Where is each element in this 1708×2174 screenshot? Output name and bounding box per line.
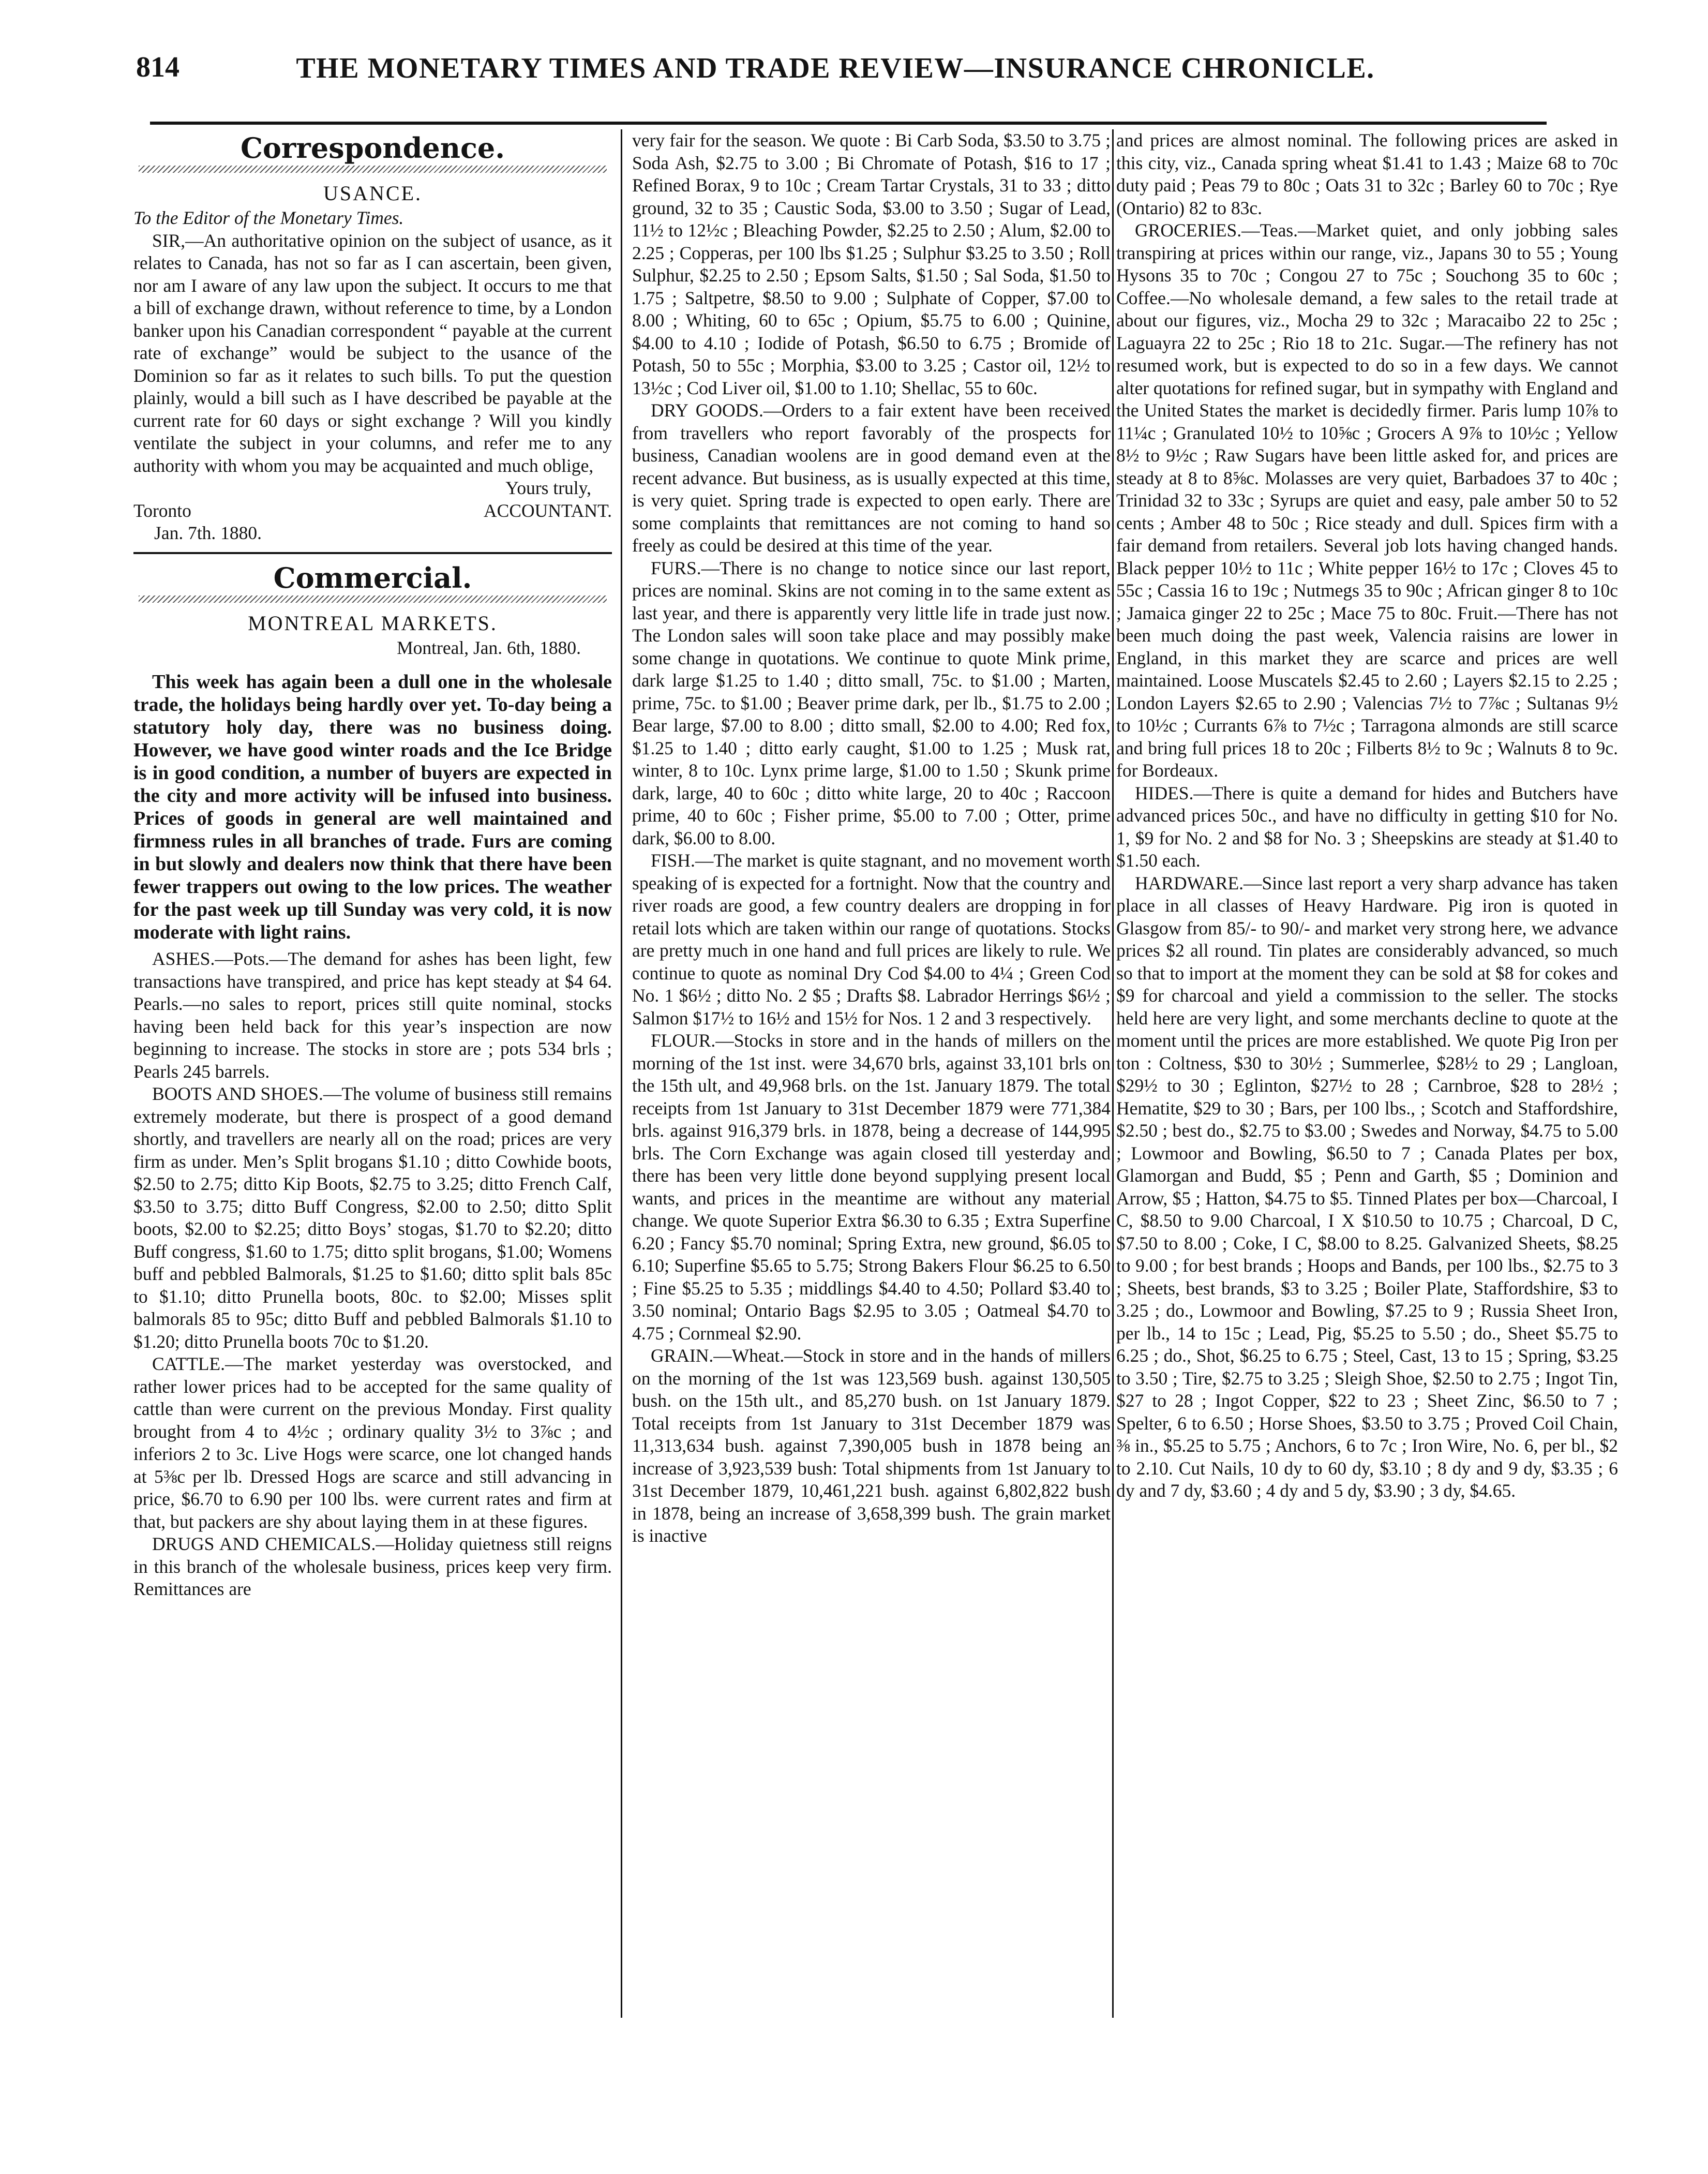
column-divider bbox=[621, 129, 622, 2018]
market-report-fish: FISH.—The market is quite stagnant, and no movement worth speaking of is expected for a fortnight. Now that the country and river roads are good, a few country dealers are dropping in for retail lots which are taken within our range of quotations. Stocks are pretty much in one hand and full prices are likely to rule. We continue to quote as nominal Dry Cod $4.00 to 4¼ ; Green Cod No. 1 $6½ ; ditto No. 2 $5 ; Drafts $8. Labrador Herrings $6½ ; Salmon $17½ to 16½ and 15½ for Nos. 1 2 and 3 respectively. bbox=[632, 850, 1111, 1029]
market-report-boots-shoes: BOOTS AND SHOES.—The volume of business still remains extremely moderate, but there is prospect of a good demand shortly, and travellers are nearly all on the road; prices are very firm as under. Men’s Split brogans $1.10 ; ditto Cowhide boots, $2.50 to 2.75; ditto Kip Boots, $2.75 to 3.25; ditto French Calf, $3.50 to 3.75; ditto Buff Congress, $2.00 to 2.50; ditto Split boots, $2.00 to $2.25; ditto Boys’ stogas, $1.70 to $2.20; ditto Buff congress, $1.60 to 1.75; ditto split brogans, $1.00; Womens buff and pebbled Balmorals, $1.25 to $1.60; ditto split bals 85c to $1.10; ditto Prunella boots, 80c. to $2.00; Misses split balmorals 85 to 95c; ditto Buff and pebbled Balmorals $1.10 to $1.20; ditto Prunella boots 70c to $1.20. bbox=[133, 1083, 612, 1352]
markets-title: MONTREAL MARKETS. bbox=[248, 611, 498, 635]
market-report-furs: FURS.—There is no change to notice since our last report, prices are nominal. Skins are not coming in to the same extent as last year, and there is apparently very little life in trade just now. The London sales will soon take place and may possibly make some change in quotations. We continue to quote Mink prime, dark large $1.25 to 1.40 ; ditto small, 75c. to $1.00 ; Marten, prime, 75c. to $1.00 ; Beaver prime dark, per lb., $1.75 to 2.00 ; Bear large, $7.00 to 8.00 ; ditto small, $2.00 to 4.00; Red fox, $1.25 to 1.40 ; ditto early caught, $1.00 to 1.25 ; Musk rat, winter, 8 to 10c. Lynx prime large, $1.00 to 1.50 ; Skunk prime dark, large, 40 to 60c ; ditto white large, 20 to 40c ; Raccoon prime, 40 to 60c ; Fisher prime, $5.00 to 7.00 ; Otter, prime dark, $6.00 to 8.00. bbox=[632, 557, 1111, 848]
page-number: 814 bbox=[136, 51, 179, 83]
markets-intro: This week has again been a dull one in the wholesale trade, the holidays being hardly over yet. To-day being a statutory holy day, there was no business doing. However, we have good winter roads and the Ice Bridge is in good condition, a number of buyers are expected in the city and more activity will be infused into business. Prices of goods in general are well maintained and firmness rules in all branches of trade. Furs are coming in but slowly and dealers now think that there have been fewer trappers out owing to the low prices. The weather for the past week up till Sunday was very cold, it is now moderate with light rains. bbox=[133, 671, 612, 943]
letter-signoff bbox=[133, 500, 612, 523]
letter-closing: Yours truly, bbox=[505, 478, 591, 498]
market-report-drugs-cont: very fair for the season. We quote : Bi Carb Soda, $3.50 to 3.75 ; Soda Ash, $2.75 to 3.00 ; Bi Chromate of Potash, $16 to 17 ; Refined Borax, 9 to 10c ; Cream Tartar Crystals, 31 to 33 ; ditto ground, 32 to 35 ; Caustic Soda, $3.00 to 3.50 ; Sugar of Lead, 11½ to 12½c ; Bleaching Powder, $2.25 to 2.50 ; Alum, $2.00 to 2.25 ; Copperas, per 100 lbs $1.25 ; Sulphur $3.25 to 3.50 ; Roll Sulphur, $2.25 to 2.50 ; Epsom Salts, $1.50 ; Sal Soda, $1.50 to 1.75 ; Saltpetre, $8.50 to 9.00 ; Sulphate of Copper, $7.00 to 8.00 ; Whiting, 60 to 65c ; Opium, $5.75 to 6.00 ; Quinine, $4.00 to 4.10 ; Iodide of Potash, $6.50 to 6.75 ; Bromide of Potash, 50 to 55c ; Morphia, $3.00 to 3.25 ; Castor oil, 12½ to 13½c ; Cod Liver oil, $1.00 to 1.10; Shellac, 55 to 60c. bbox=[632, 130, 1111, 398]
column-3 bbox=[1116, 129, 1618, 2023]
page-header bbox=[127, 46, 1472, 92]
market-report-hides: HIDES.—There is quite a demand for hides and Butchers have advanced prices 50c., and have no difficulty in getting $10 for No. 1, $9 for No. 2 and $8 for No. 3 ; Sheepskins are steady at $1.40 to $1.50 each. bbox=[1116, 782, 1618, 871]
market-report-flour: FLOUR.—Stocks in store and in the hands of millers on the morning of the 1st inst. were 34,670 brls, against 33,101 brls on the 15th ult, and 49,968 brls. on the 1st. January 1879. The total receipts from 1st January to 31st December 1879 were 771,384 brls. against 916,379 brls. in 1878, being a decrease of 144,995 brls. The Corn Exchange was again closed till yesterday and there has been very little done beyond supplying present local wants, and prices in the meantime are without any material change. We quote Superior Extra $6.30 to 6.35 ; Extra Superfine 6.20 ; Fancy $5.70 nominal; Spring Extra, new ground, $6.05 to 6.10; Superfine $5.65 to 5.75; Strong Bakers Flour $6.25 to 6.50 ; Fine $5.25 to 5.35 ; middlings $4.40 to 4.50; Pollard $3.40 to 3.50 nominal; Ontario Bags $2.95 to 3.05 ; Oatmeal $4.70 to 4.75 ; Cornmeal $2.90. bbox=[632, 1030, 1111, 1344]
publication-title: THE MONETARY TIMES AND TRADE REVIEW—INSURANCE CHRONICLE. bbox=[296, 52, 1375, 84]
market-report-cattle: CATTLE.—The market yesterday was overstocked, and rather lower prices had to be accepted for the same quality of cattle than were current on the previous Monday. First quality brought from 4 to 4½c ; ordinary quality 3½ to 3⅞c ; and inferiors 2 to 3c. Live Hogs were scarce, one lot changed hands at 5⅜c per lb. Dressed Hogs are scarce and still advancing in price, $6.70 to 6.90 per 100 lbs. were current rates and firm at that, but packers are shy about laying them in at these figures. bbox=[133, 1353, 612, 1532]
ornamental-rule bbox=[139, 166, 607, 173]
correspondence-heading: Correspondence. bbox=[240, 131, 505, 165]
commercial-heading: Commercial. bbox=[273, 561, 472, 594]
letter-date: Jan. 7th. 1880. bbox=[154, 523, 262, 543]
letter-salutation: To the Editor of the Monetary Times. bbox=[133, 207, 404, 228]
header-rule bbox=[150, 122, 1547, 125]
markets-dateline: Montreal, Jan. 6th, 1880. bbox=[397, 637, 581, 658]
letter-signature: ACCOUNTANT. bbox=[484, 500, 612, 521]
market-report-ashes: ASHES.—Pots.—The demand for ashes has been light, few transactions have transpired, and price has kept steady at $4 64. Pearls.—no sales to report, prices still quite nominal, stocks having been held back for this year’s inspection are now beginning to increase. The stocks in store are ; pots 534 brls ; Pearls 245 barrels. bbox=[133, 948, 612, 1082]
column-divider bbox=[1112, 129, 1114, 2018]
market-report-grain-cont: and prices are almost nominal. The following prices are asked in this city, viz., Canada spring wheat $1.41 to 1.43 ; Maize 68 to 70c duty paid ; Peas 79 to 80c ; Oats 31 to 32c ; Barley 60 to 70c ; Rye (Ontario) 82 to 83c. bbox=[1116, 130, 1618, 218]
market-report-grain: GRAIN.—Wheat.—Stock in store and in the hands of millers on the morning of the 1st was 123,569 bush. against 130,505 bush. on the 15th ult., and 85,270 bush. on 1st January 1879. Total receipts from 1st January to 31st December 1879 was 11,313,634 bush. against 7,390,005 bush in 1878 being an increase of 3,923,539 bush: Total shipments from 1st January to 31st December 1879, 10,461,221 bush. against 6,802,822 bush in 1878, being an increase of 3,658,399 bush. The grain market is inactive bbox=[632, 1345, 1111, 1546]
ornamental-rule bbox=[139, 595, 607, 603]
section-rule bbox=[133, 552, 612, 554]
letter-place: Toronto bbox=[133, 500, 191, 521]
market-report-drugs: DRUGS AND CHEMICALS.—Holiday quietness still reigns in this branch of the wholesale business, prices keep very firm. Remittances are bbox=[133, 1533, 612, 1599]
letter-body: SIR,—An authoritative opinion on the subject of usance, as it relates to Canada, has not so far as I can ascertain, been given, nor am I aware of any law upon the subject. It occurs to me that a bill of exchange drawn, without reference to time, by a London banker upon his Canadian correspondent “ payable at the current rate of exchange” would be subject to the usance of the Dominion so far as it relates to such bills. To put the question plainly, would a bill such as I have described be payable at the current rate for 60 days or sight exchange ? Will you kindly ventilate the subject in your columns, and refer me to any authority with whom you may be acquainted and much oblige, bbox=[133, 230, 612, 476]
column-1 bbox=[133, 129, 612, 2023]
market-report-groceries: GROCERIES.—Teas.—Market quiet, and only jobbing sales transpiring at prices within our range, viz., Japans 30 to 55 ; Young Hysons 35 to 70c ; Congou 27 to 75c ; Souchong 35 to 60c ; Coffee.—No wholesale demand, a few sales to the retail trade at about our figures, viz., Mocha 29 to 32c ; Maracaibo 22 to 25c ; Laguayra 22 to 25c ; Rio 18 to 21c. Sugar.—The refinery has not resumed work, but is expected to do so in a few days. We cannot alter quotations for refined sugar, but in sympathy with England and the United States the market is decidedly firmer. Paris lump 10⅞ to 11¼c ; Granulated 10½ to 10⅝c ; Grocers A 9⅞ to 10½c ; Yellow 8½ to 9½c ; Raw Sugars have been little asked for, and prices are steady at 8 to 8⅝c. Molasses are very quiet, Barbadoes 37 to 40c ; Trinidad 32 to 33c ; Syrups are quiet and easy, pale amber 50 to 52 cents ; Amber 48 to 50c ; Rice steady and dull. Spices firm with a fair demand from retailers. Several job lots having changed hands. Black pepper 10½ to 11c ; White pepper 16½ to 17c ; Cloves 45 to 55c ; Cassia 16 to 19c ; Nutmegs 35 to 90c ; African ginger 8 to 10c ; Jamaica ginger 22 to 25c ; Mace 75 to 80c. Fruit.—There has not been much doing the past week, Valencia raisins are lower in England, in this market they are scarce and prices are well maintained. Loose Muscatels $2.45 to 2.60 ; Layers $2.15 to 2.25 ; London Layers $2.65 to 2.90 ; Valencias 7½ to 7⅞c ; Sultanas 9½ to 10½c ; Currants 6⅞ to 7½c ; Tarragona almonds are still scarce and bring full prices 18 to 20c ; Filberts 8½ to 9c ; Walnuts 8 to 9c. for Bordeaux. bbox=[1116, 220, 1618, 781]
market-report-dry-goods: DRY GOODS.—Orders to a fair extent have been received from travellers who report favorably of the prospects for business, Canadian woolens are in good demand even at the recent advance. But business, as is usually expected at this time, is very quiet. Spring trade is expected to open early. There are some complaints that remittances are not coming to hand so freely as could be desired at this time of the year. bbox=[632, 400, 1111, 556]
market-report-hardware: HARDWARE.—Since last report a very sharp advance has taken place in all classes of Heavy Hardware. Pig iron is quoted in Glasgow from 85/- to 90/- and market very strong here, we advance prices $2 all round. Tin plates are considerably advanced, so much so that to import at the moment they can be sold at $8 for cokes and $9 for charcoal and yield a commission to the seller. The stocks held here are very light, and some merchants decline to quote at the moment until the prices are more established. We quote Pig Iron per ton : Coltness, $30 to 30½ ; Summerlee, $28½ to 29 ; Langloan, $29½ to 30 ; Eglinton, $27½ to 28 ; Carnbroe, $28 to 28½ ; Hematite, $29 to 30 ; Bars, per 100 lbs., ; Scotch and Staffordshire, $2.50 ; best do., $2.75 to $3.00 ; Swedes and Norway, $4.75 to 5.00 ; Lowmoor and Bowling, $6.50 to 7 ; Canada Plates per box, Glamorgan and Budd, $5 ; Penn and Garth, $5 ; Dominion and Arrow, $5 ; Hatton, $4.75 to $5. Tinned Plates per box—Charcoal, I C, $8.50 to 9.00 Charcoal, I X $10.50 to 10.75 ; Charcoal, D C, $7.50 to 8.00 ; Coke, I C, $8.00 to 8.25. Galvanized Sheets, $8.25 to 9.00 ; for best brands ; Hoops and Bands, per 100 lbs., $2.75 to 3 ; Sheets, best brands, $3 to 3.25 ; Boiler Plate, Staffordshire, $3 to 3.25 ; do., Lowmoor and Bowling, $7.25 to 9 ; Russia Sheet Iron, per lb., 14 to 15c ; Lead, Pig, $5.25 to 5.50 ; do., Sheet $5.75 to 6.25 ; do., Shot, $6.25 to 6.75 ; Steel, Cast, 13 to 15 ; Spring, $3.25 to 3.50 ; Tire, $2.75 to 3.25 ; Sleigh Shoe, $2.50 to 2.75 ; Ingot Tin, $27 to 28 ; Ingot Copper, $22 to 23 ; Sheet Zinc, $6.50 to 7 ; Spelter, 6 to 6.50 ; Horse Shoes, $3.50 to 3.75 ; Proved Coil Chain, ⅜ in., $5.25 to 5.75 ; Anchors, 6 to 7c ; Iron Wire, No. 6, per bl., $2 to 2.10. Cut Nails, 10 dy to 60 dy, $3.10 ; 8 dy and 9 dy, $3.35 ; 6 dy and 7 dy, $3.60 ; 4 dy and 5 dy, $3.90 ; 3 dy, $4.65. bbox=[1116, 872, 1618, 1501]
column-2 bbox=[632, 129, 1111, 2023]
letter-title: USANCE. bbox=[323, 182, 423, 205]
